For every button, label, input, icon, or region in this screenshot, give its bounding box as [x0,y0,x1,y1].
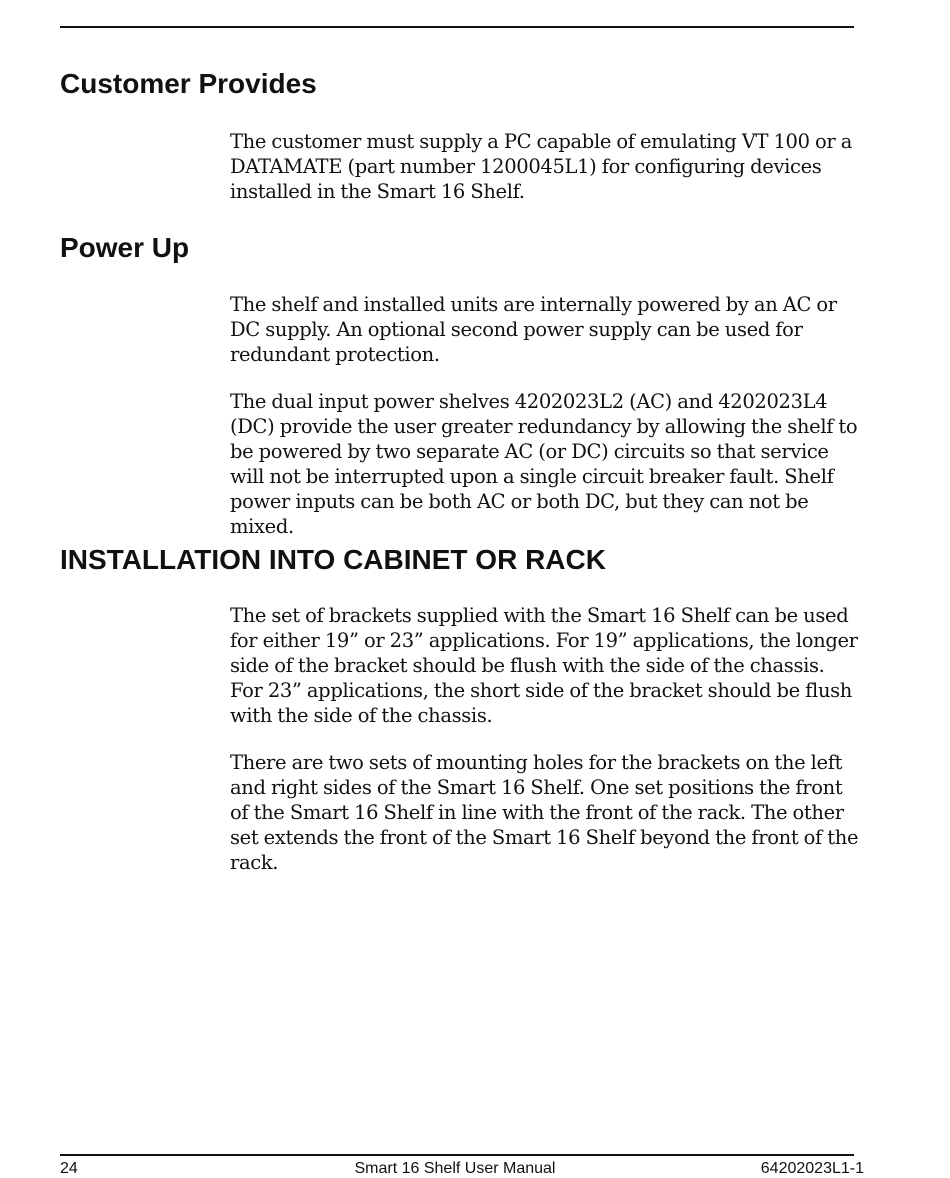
footer-rule [60,1154,854,1156]
paragraph-installation-1: The set of brackets supplied with the Smart 16 Shelf can be used for either 19” or 23” applications. For 19” applications, the longer side of the bracket should be flush with the side of the chassis. For 23” applications, the short side of the bracket should be flush with the side of the chassis. [230,604,858,727]
footer-page-number: 24 [60,1160,78,1177]
paragraph-power-up-1: The shelf and installed units are internally powered by an AC or DC supply. An optional second power supply can be used for redundant protection. [230,293,837,366]
paragraph-customer-provides: The customer must supply a PC capable of emulating VT 100 or a DATAMATE (part number 1200045L1) for configuring devices installed in the Smart 16 Shelf. [230,130,852,203]
footer-document-number: 64202023L1-1 [760,1160,864,1177]
heading-power-up: Power Up [60,232,190,263]
paragraph-power-up-2: The dual input power shelves 4202023L2 (AC) and 4202023L4 (DC) provide the user greater redundancy by allowing the shelf to be powered by two separate AC (or DC) circuits so that service will not be interrupted upon a single circuit breaker fault. Shelf power inputs can be both AC or both DC, but they can not be mixed. [230,390,858,538]
header-rule [60,26,854,28]
footer-manual-title: Smart 16 Shelf User Manual [354,1160,556,1177]
heading-customer-provides: Customer Provides [60,68,317,99]
heading-installation: INSTALLATION INTO CABINET OR RACK [60,544,606,575]
paragraph-installation-2: There are two sets of mounting holes for the brackets on the left and right sides of the Smart 16 Shelf. One set positions the front of the Smart 16 Shelf in line with the front of the rack. The other set extends the front of the Smart 16 Shelf beyond the front of the rack. [230,751,859,874]
